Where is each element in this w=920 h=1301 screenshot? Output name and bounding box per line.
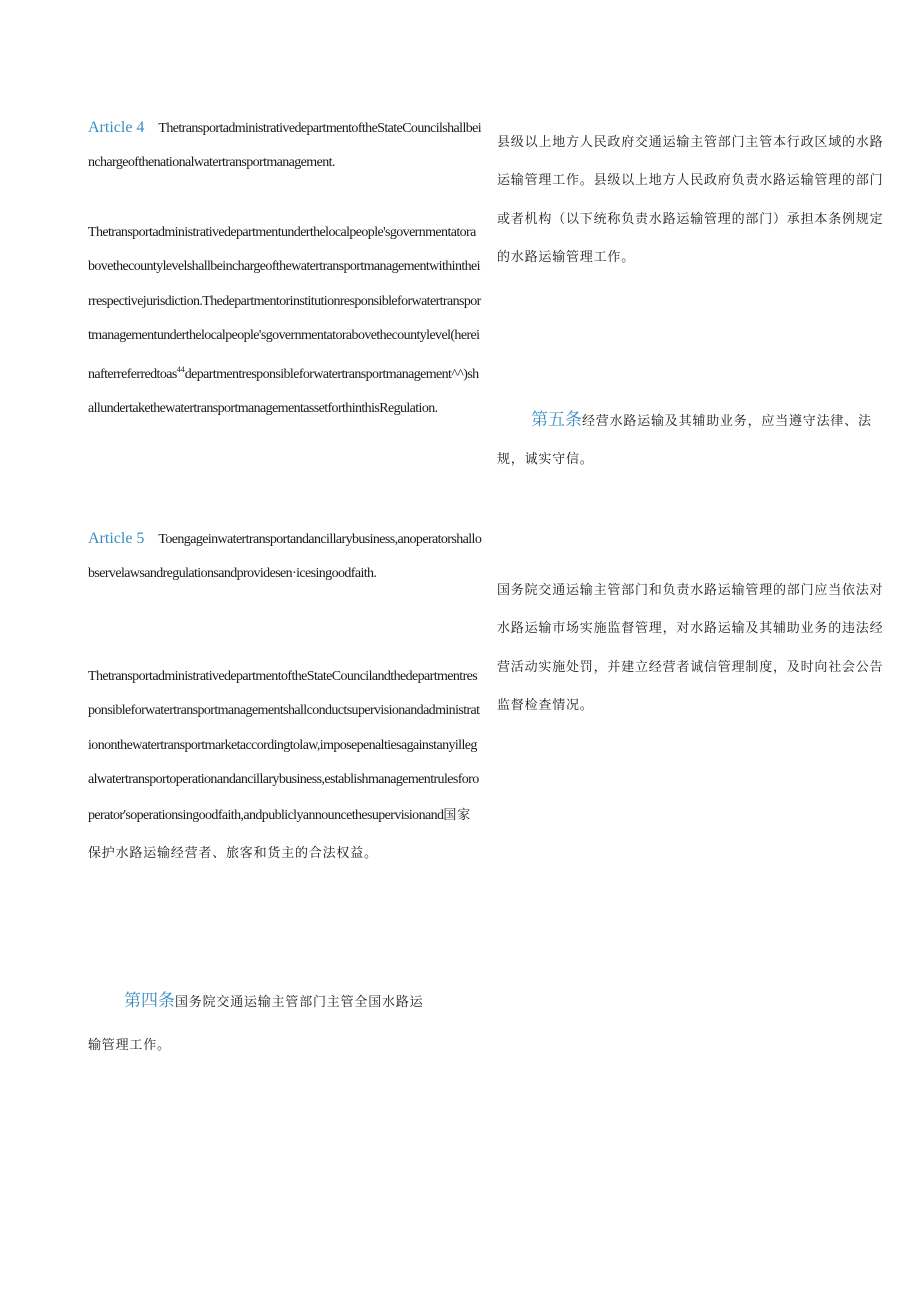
right-para1-text: 县级以上地方人民政府交通运输主管部门主管本行政区域的水路运输管理工作。县级以上地方人民政府负责水路运输管理的部门或者机构（以下统称负责水路运输管理的部门）承担本条例规定的水路运输管理工作。	[497, 135, 884, 265]
para4-text: ThetransportadministrativedepartmentoftheStateCouncilandthedepartmentresponsibleforwatertransportmanagementshallconductsupervisionandadministrationonthewatertransportmarketaccordingtolaw,imposepenaltiesagainstanyillegalwatertransportoperationandancillarybusiness,establishmanagementrulesforoperator'soperationsingoodfaith,andpubliclyannouncethesupervisionand	[88, 669, 480, 824]
article5-text: Toengageinwatertransportandancillarybusiness,anoperatorshallobservelawsandregulationsandprovidesen·icesingoodfaith.	[88, 532, 482, 582]
right-para3-text: 国务院交通运输主管部门和负责水路运输管理的部门应当依法对水路运输市场实施监督管理，对水路运输及其辅助业务的违法经营活动实施处罚，并建立经营者诚信管理制度，及时向社会公告监督检查情况。	[497, 583, 884, 713]
article4-text: ThetransportadministrativedepartmentoftheStateCouncilshallbeinchargeofthenationalwatertransportmanagement.	[88, 121, 482, 171]
article4-zh-text: 国务院交通运输主管部门主管全国水路运输管理工作。	[88, 995, 424, 1053]
para2-superscript: 44	[176, 365, 185, 375]
article4-en-paragraph	[88, 111, 482, 181]
right-paragraph-1	[497, 124, 897, 277]
para2-text-before: Thetransportadministrativedepartmentunderthelocalpeople'sgovernmentatorabovethecountylevelshallbeinchargeofthewatertransportmanagementwithintheirrespectivejurisdiction.Thedepartmentorinstitutionresponsibleforwatertransportmanagementunderthelocalpeople'sgovernmentatorabovethecountylevel(hereinafterreferredtoas	[88, 225, 481, 383]
article5-label: Article 5	[88, 530, 145, 547]
article4-zh-paragraph	[88, 980, 428, 1067]
article5-en-paragraph-2	[88, 660, 482, 874]
article5-zh-label: 第五条	[531, 410, 582, 430]
article5-en-paragraph	[88, 522, 482, 592]
para2-text-after: departmentresponsibleforwatertransportmanagement^^)shallundertakethewatertransportmanagementassetforthinthisRegulation.	[88, 367, 479, 417]
article4-en-paragraph-2	[88, 216, 482, 427]
para4-chinese-tail: 国家保护水路运输经营者、旅客和货主的合法权益。	[88, 808, 471, 862]
article4-zh-label: 第四条	[124, 991, 175, 1011]
right-paragraph-3	[497, 572, 897, 725]
article5-zh-text: 经营水路运输及其辅助业务，应当遵守法律、法规，诚实守信。	[497, 414, 872, 468]
article4-label: Article 4	[88, 119, 145, 136]
article5-zh-paragraph	[497, 401, 899, 480]
